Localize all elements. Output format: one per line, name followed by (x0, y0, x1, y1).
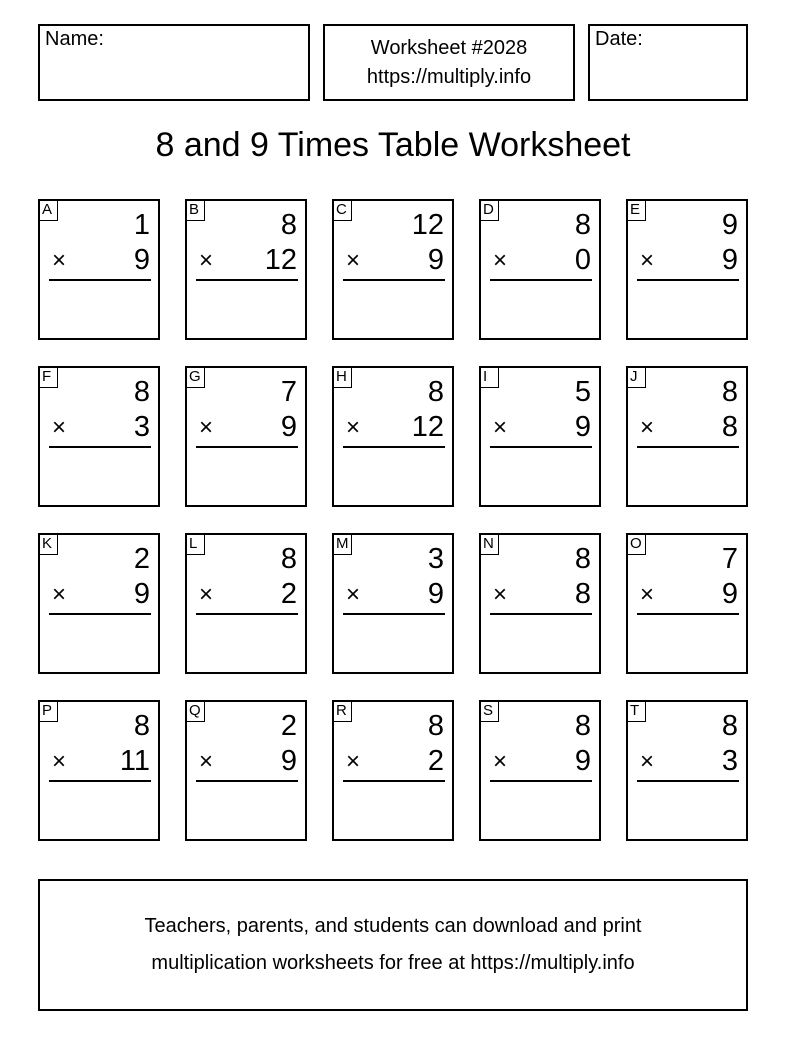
multiplier: 9 (133, 244, 150, 276)
multiply-sign: × (346, 414, 361, 441)
problem-letter: N (479, 533, 499, 555)
problem-card-a[interactable] (38, 199, 160, 340)
problem-letter: O (626, 533, 646, 555)
multiplicand: 7 (280, 376, 297, 408)
multiply-sign: × (199, 748, 214, 775)
problem-card-o[interactable] (626, 533, 748, 674)
multiplicand: 8 (280, 209, 297, 241)
problem-card-m[interactable] (332, 533, 454, 674)
multiplicand: 5 (574, 376, 591, 408)
problem-card-t[interactable] (626, 700, 748, 841)
answer-line (49, 446, 151, 448)
multiplicand: 8 (427, 710, 444, 742)
answer-line (490, 279, 592, 281)
worksheet-url: https://multiply.info (366, 65, 532, 88)
problem-card-d[interactable] (479, 199, 601, 340)
multiplicand: 8 (574, 543, 591, 575)
multiplicand: 3 (427, 543, 444, 575)
problem-card-l[interactable] (185, 533, 307, 674)
problem-letter: C (332, 199, 352, 221)
problem-letter: D (479, 199, 499, 221)
answer-line (196, 279, 298, 281)
problem-card-r[interactable] (332, 700, 454, 841)
problem-letter: K (38, 533, 58, 555)
multiplier: 11 (119, 745, 150, 777)
page-title: 8 and 9 Times Table Worksheet (155, 126, 631, 164)
problem-card-p[interactable] (38, 700, 160, 841)
multiplier: 12 (411, 411, 444, 443)
answer-line (637, 279, 739, 281)
problem-card-g[interactable] (185, 366, 307, 507)
multiply-sign: × (493, 748, 508, 775)
answer-line (196, 780, 298, 782)
answer-line (637, 446, 739, 448)
answer-line (637, 613, 739, 615)
multiplicand: 2 (133, 543, 150, 575)
multiply-sign: × (493, 414, 508, 441)
answer-line (343, 446, 445, 448)
problem-letter: F (38, 366, 58, 388)
multiplicand: 8 (427, 376, 444, 408)
answer-line (637, 780, 739, 782)
multiplier: 2 (280, 578, 297, 610)
answer-line (343, 279, 445, 281)
problem-letter: A (38, 199, 58, 221)
footer-line-1: Teachers, parents, and students can download and print (144, 915, 642, 937)
multiply-sign: × (640, 581, 655, 608)
problem-card-q[interactable] (185, 700, 307, 841)
multiplicand: 7 (721, 543, 738, 575)
problem-card-k[interactable] (38, 533, 160, 674)
multiply-sign: × (640, 748, 655, 775)
problem-letter: L (185, 533, 205, 555)
multiply-sign: × (640, 247, 655, 274)
worksheet-number: Worksheet #2028 (370, 36, 528, 59)
name-label: Name: (45, 28, 104, 50)
problem-card-b[interactable] (185, 199, 307, 340)
multiplicand: 8 (574, 209, 591, 241)
answer-line (490, 446, 592, 448)
multiply-sign: × (199, 247, 214, 274)
multiply-sign: × (199, 414, 214, 441)
date-field[interactable] (588, 24, 748, 101)
multiply-sign: × (52, 748, 67, 775)
multiplier: 9 (280, 411, 297, 443)
footer-line-2: multiplication worksheets for free at https://multiply.info (151, 952, 635, 974)
multiply-sign: × (199, 581, 214, 608)
multiplier: 9 (133, 578, 150, 610)
problem-letter: E (626, 199, 646, 221)
multiplier: 12 (264, 244, 297, 276)
multiplier: 9 (427, 578, 444, 610)
problem-card-c[interactable] (332, 199, 454, 340)
multiplier: 9 (574, 745, 591, 777)
problem-letter: T (626, 700, 646, 722)
answer-line (49, 780, 151, 782)
multiply-sign: × (346, 247, 361, 274)
multiplier: 9 (721, 244, 738, 276)
multiplicand: 8 (280, 543, 297, 575)
multiplicand: 8 (721, 376, 738, 408)
problem-letter: B (185, 199, 205, 221)
multiplier: 3 (721, 745, 738, 777)
multiplicand: 2 (280, 710, 297, 742)
problem-letter: S (479, 700, 499, 722)
problem-letter: R (332, 700, 352, 722)
multiplier: 8 (574, 578, 591, 610)
multiplicand: 12 (411, 209, 444, 241)
multiplicand: 8 (574, 710, 591, 742)
multiplier: 9 (574, 411, 591, 443)
answer-line (343, 780, 445, 782)
footer-note (38, 879, 748, 1011)
problem-card-e[interactable] (626, 199, 748, 340)
answer-line (490, 613, 592, 615)
problem-card-h[interactable] (332, 366, 454, 507)
answer-line (196, 613, 298, 615)
multiplicand: 8 (721, 710, 738, 742)
multiplier: 3 (133, 411, 150, 443)
worksheet-info-box (323, 24, 575, 101)
problem-letter: Q (185, 700, 205, 722)
name-field[interactable] (38, 24, 310, 101)
multiply-sign: × (52, 247, 67, 274)
problem-letter: G (185, 366, 205, 388)
problem-letter: P (38, 700, 58, 722)
multiply-sign: × (493, 247, 508, 274)
problem-card-n[interactable] (479, 533, 601, 674)
multiplicand: 8 (133, 376, 150, 408)
multiply-sign: × (640, 414, 655, 441)
problem-card-i[interactable] (479, 366, 601, 507)
multiply-sign: × (346, 581, 361, 608)
multiply-sign: × (493, 581, 508, 608)
multiplicand: 1 (133, 209, 150, 241)
answer-line (343, 613, 445, 615)
problem-letter: J (626, 366, 646, 388)
answer-line (49, 613, 151, 615)
problem-letter: I (479, 366, 499, 388)
problem-card-f[interactable] (38, 366, 160, 507)
multiply-sign: × (52, 581, 67, 608)
multiplicand: 9 (721, 209, 738, 241)
answer-line (490, 780, 592, 782)
problem-letter: H (332, 366, 352, 388)
multiplier: 9 (427, 244, 444, 276)
answer-line (196, 446, 298, 448)
multiply-sign: × (52, 414, 67, 441)
answer-line (49, 279, 151, 281)
date-label: Date: (595, 28, 643, 50)
multiplier: 9 (280, 745, 297, 777)
problem-card-j[interactable] (626, 366, 748, 507)
multiplier: 9 (721, 578, 738, 610)
problem-letter: M (332, 533, 352, 555)
multiplier: 0 (574, 244, 591, 276)
multiply-sign: × (346, 748, 361, 775)
multiplier: 8 (721, 411, 738, 443)
problem-card-s[interactable] (479, 700, 601, 841)
multiplier: 2 (427, 745, 444, 777)
multiplicand: 8 (133, 710, 150, 742)
